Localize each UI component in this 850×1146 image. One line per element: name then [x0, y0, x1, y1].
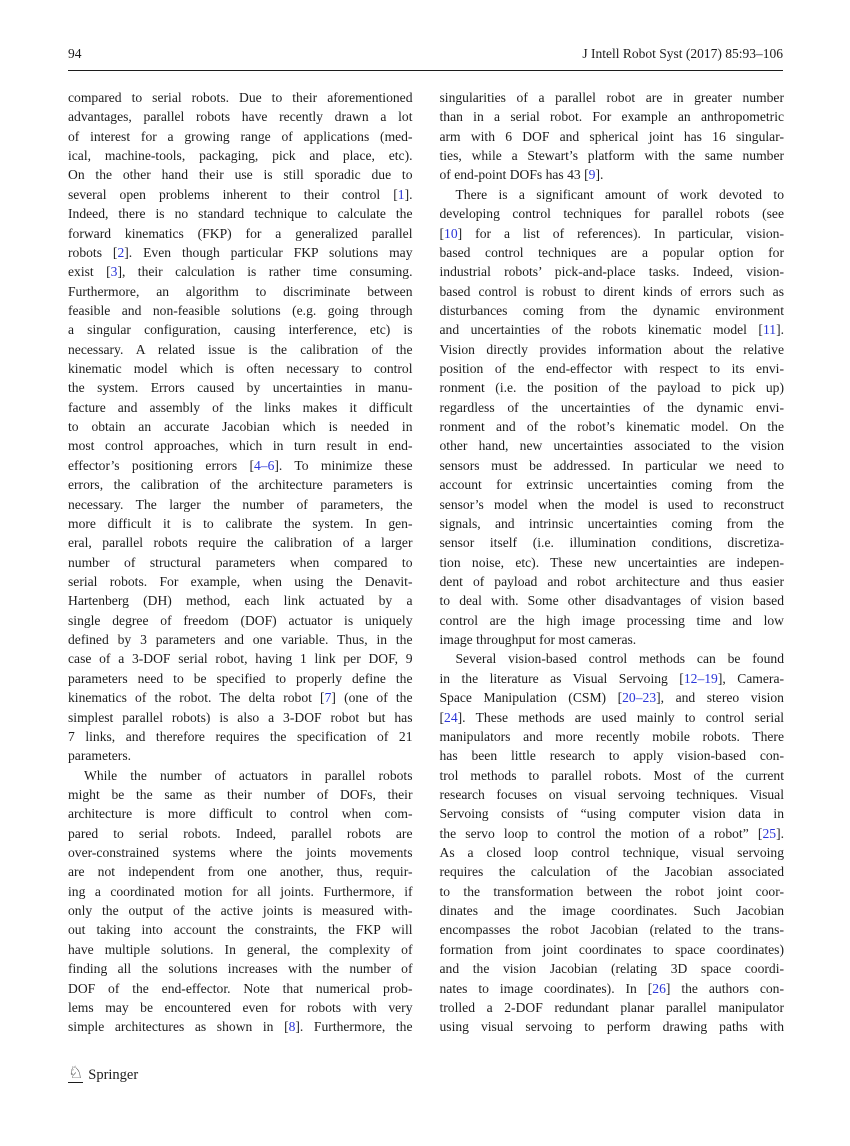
text-line: might be the same as their number of DOFs, their — [68, 786, 413, 802]
citation-link[interactable]: 12–19 — [683, 670, 718, 686]
citation-link[interactable]: 3 — [110, 264, 118, 280]
text-line: Hartenberg (DH) method, each link actuated by a — [68, 593, 413, 609]
text-line: singularities of a parallel robot are in greater number — [439, 90, 784, 105]
text-line: trolled a 2-DOF redundant planar parallel manipulator — [439, 999, 784, 1015]
citation-link[interactable]: 10 — [444, 225, 458, 241]
text-line: 7 links, and therefore requires the specification of 21 — [68, 728, 413, 744]
citation-link[interactable]: 11 — [762, 322, 777, 338]
text-line: [10] for a list of references). In particular, vision- — [439, 225, 784, 241]
article-body — [68, 88, 784, 1037]
journal-reference: J Intell Robot Syst (2017) 85:93–106 — [582, 46, 783, 61]
citation-link[interactable]: 2 — [117, 244, 125, 260]
citation-link[interactable]: 26 — [652, 980, 666, 996]
text-line: kinematics of the robot. The delta robot [7] (one of the — [68, 690, 413, 706]
text-line: only the output of the active joints is measured with- — [68, 903, 413, 919]
text-line: sensors must be addressed. In particular we need to — [439, 457, 784, 473]
text-line: simplest parallel robots) is also a 3-DOF robot but has — [68, 709, 413, 725]
text-line: Indeed, there is no standard technique to calculate the — [68, 206, 413, 222]
text-line: case of a 3-DOF serial robot, having 1 link per DOF, 9 — [68, 651, 413, 667]
text-line: Space Manipulation (CSM) [20–23], and stereo vision — [439, 690, 784, 706]
citation-link[interactable]: 4–6 — [254, 457, 275, 473]
text-line: most control approaches, which in turn result in end- — [68, 438, 413, 454]
text-line: formation from joint coordinates to space coordinates) — [439, 941, 784, 957]
text-line: and the vision Jacobian (relating 3D space coordi- — [439, 961, 784, 977]
text-line: more difficult it is to calibrate the system. In gen- — [68, 515, 413, 531]
text-line: dent of payload and robot architecture and thus easier — [439, 573, 784, 589]
text-line: robots [2]. Even though particular FKP solutions may — [68, 244, 413, 260]
text-line: necessary. The larger the number of parameters, the — [68, 496, 413, 512]
header-rule — [68, 70, 783, 71]
citation-link[interactable]: 20–23 — [622, 690, 657, 706]
text-line: out taking into account the constraints, the FKP will — [68, 922, 413, 938]
text-line: Servoing consists of “using computer vision data in — [439, 806, 784, 822]
text-line: On the other hand their use is still sporadic due to — [68, 167, 413, 183]
column-left — [68, 88, 413, 1037]
text-line: based control techniques are a popular option for — [439, 244, 784, 260]
citation-link[interactable]: 25 — [762, 825, 777, 841]
text-line: and uncertainties of the robots kinematic model [11]. — [439, 322, 784, 338]
text-line: the system. Errors caused by uncertainties in manu- — [68, 380, 413, 396]
text-line: control are the high image processing time and low — [439, 612, 784, 628]
text-line: several open problems inherent to their control [1]. — [68, 186, 413, 202]
text-line: signals, and intrinsic uncertainties coming from the — [439, 515, 784, 531]
text-line: lems may be encountered even for robots with very — [68, 999, 413, 1015]
text-line: nates to image coordinates). In [26] the authors con- — [439, 980, 784, 996]
text-line: sensor itself (i.e. illumination conditions, discretiza- — [439, 535, 784, 551]
citation-link[interactable]: 8 — [288, 1019, 296, 1035]
text-line: ical, machine-tools, packaging, pick and place, etc). — [68, 148, 413, 164]
text-line: As a closed loop control technique, visual servoing — [439, 845, 784, 861]
text-line: necessary. A related issue is the calibration of the — [68, 341, 413, 357]
text-line: finding all the solutions increases with the number of — [68, 961, 413, 977]
text-line: requires the calculation of the Jacobian associated — [439, 864, 784, 880]
text-line: over-constrained systems where the joints movements — [68, 845, 413, 861]
text-line: ties, while a Stewart’s platform with the same number — [439, 148, 784, 164]
text-line: serial robots. For example, when using the Denavit- — [68, 573, 413, 589]
text-line: pared to serial robots. Indeed, parallel robots are — [68, 825, 413, 841]
text-line: single degree of freedom (DOF) actuator is uniquely — [68, 612, 413, 628]
text-line: research focuses on visual servoing techniques. Visual — [439, 786, 784, 802]
text-line: ing a coordinated motion for all joints. Furthermore, if — [68, 883, 413, 899]
text-line: are not independent from one another, thus, requir- — [68, 864, 413, 880]
text-line: Several vision-based control methods can be found — [455, 651, 784, 667]
text-line: simple architectures as shown in [8]. Furthermore, the — [68, 1019, 413, 1035]
page-footer — [68, 1063, 139, 1084]
text-line: There is a significant amount of work devoted to — [455, 186, 784, 202]
text-line: to deal with. Some other disadvantages of vision based — [439, 593, 784, 609]
citation-link[interactable]: 7 — [324, 690, 332, 706]
citation-link[interactable]: 1 — [397, 186, 405, 202]
text-line: manipulators and more recently mobile robots. There — [439, 728, 784, 744]
text-line: the servo loop to control the motion of a robot” [25]. — [439, 825, 784, 841]
springer-logo-icon: ♘ — [68, 1063, 84, 1083]
text-line: While the number of actuators in parallel robots — [84, 767, 413, 783]
text-line: Furthermore, an algorithm to discriminate between — [68, 283, 413, 299]
publisher-name: Springer — [88, 1066, 139, 1083]
text-line: number of structural parameters when compared to — [68, 554, 413, 570]
text-line: disturbances coming from the dynamic environment — [439, 302, 784, 318]
citation-link[interactable]: 9 — [588, 167, 596, 183]
text-line: to the transformation between the robot joint coor- — [439, 883, 784, 899]
page-header — [68, 46, 783, 62]
text-line: have multiple solutions. In general, the complexity of — [68, 941, 413, 957]
text-line: in the literature as Visual Servoing [12–19], Camera- — [439, 670, 785, 686]
text-line: [24]. These methods are used mainly to control serial — [439, 709, 784, 725]
text-line: feasible and non-feasible solutions (e.g. going through — [68, 302, 413, 318]
citation-link[interactable]: 24 — [444, 709, 458, 725]
text-line: image throughput for most cameras. — [439, 632, 637, 648]
page-number: 94 — [68, 46, 82, 61]
text-line: to obtain an accurate Jacobian which is needed in — [68, 419, 413, 435]
text-line: of end-point DOFs has 43 [9]. — [439, 167, 604, 183]
text-line: developing control techniques for parallel robots (see — [439, 206, 784, 222]
text-line: effector’s positioning errors [4–6]. To minimize these — [68, 457, 413, 473]
text-line: other hand, new uncertainties associated to the vision — [439, 438, 784, 454]
text-line: a singular configuration, causing interference, etc) is — [68, 322, 413, 338]
text-line: architecture is more difficult to control when com- — [68, 806, 413, 822]
text-line: dinates and the image coordinates. Such Jacobian — [439, 903, 784, 919]
text-line: industrial robots’ pick-and-place tasks. Indeed, vision- — [439, 264, 784, 280]
text-line: eral, parallel robots require the calibration of a larger — [68, 535, 413, 551]
text-line: trol methods to parallel robots. Most of the current — [439, 767, 784, 783]
text-line: kinematic model which is often necessary to control — [68, 361, 413, 377]
text-line: DOF of the end-effector. Note that numerical prob- — [68, 980, 413, 996]
text-line: account for extrinsic uncertainties coming from the — [439, 477, 784, 493]
text-line: than in a serial robot. For example an anthropometric — [439, 109, 784, 125]
text-line: forward kinematics (FKP) for a generalized parallel — [68, 225, 413, 241]
text-line: ronment (i.e. the position of the payload to pick up) — [439, 380, 784, 396]
text-line: using visual servoing to perform drawing paths with — [439, 1019, 784, 1035]
text-line: errors, the calibration of the architecture parameters is — [68, 477, 413, 493]
text-line: defined by 3 parameters and one variable. Thus, in the — [68, 632, 413, 648]
text-line: encompasses the robot Jacobian (related to the trans- — [439, 922, 784, 938]
text-line: regardless of the uncertainties of the dynamic envi- — [439, 399, 784, 415]
text-line: parameters. — [68, 748, 132, 764]
text-line: parameters need to be specified to properly define the — [68, 670, 413, 686]
text-line: of interest for a growing range of applications (med- — [68, 128, 413, 144]
text-line: tion noise, etc). These new uncertainties are indepen- — [439, 554, 784, 570]
text-line: facture and assembly of the links makes it difficult — [68, 399, 413, 415]
text-line: arm with 6 DOF and spherical joint has 16 singular- — [439, 128, 784, 144]
text-line: has been little research to apply vision-based con- — [439, 748, 784, 764]
text-line: advantages, parallel robots have recently drawn a lot — [68, 109, 413, 125]
text-line: sensor’s model when the model is used to reconstruct — [439, 496, 784, 512]
text-line: ronment and of the robot’s kinematic model. On the — [439, 419, 784, 435]
column-right — [440, 88, 785, 1037]
text-line: based control is robust to dirent kinds of errors such as — [439, 283, 784, 299]
text-line: Vision directly provides information about the relative — [439, 341, 784, 357]
text-line: compared to serial robots. Due to their aforementioned — [68, 90, 413, 105]
text-line: exist [3], their calculation is rather time consuming. — [68, 264, 413, 280]
text-line: position of the end-effector with respect to its envi- — [439, 361, 784, 377]
